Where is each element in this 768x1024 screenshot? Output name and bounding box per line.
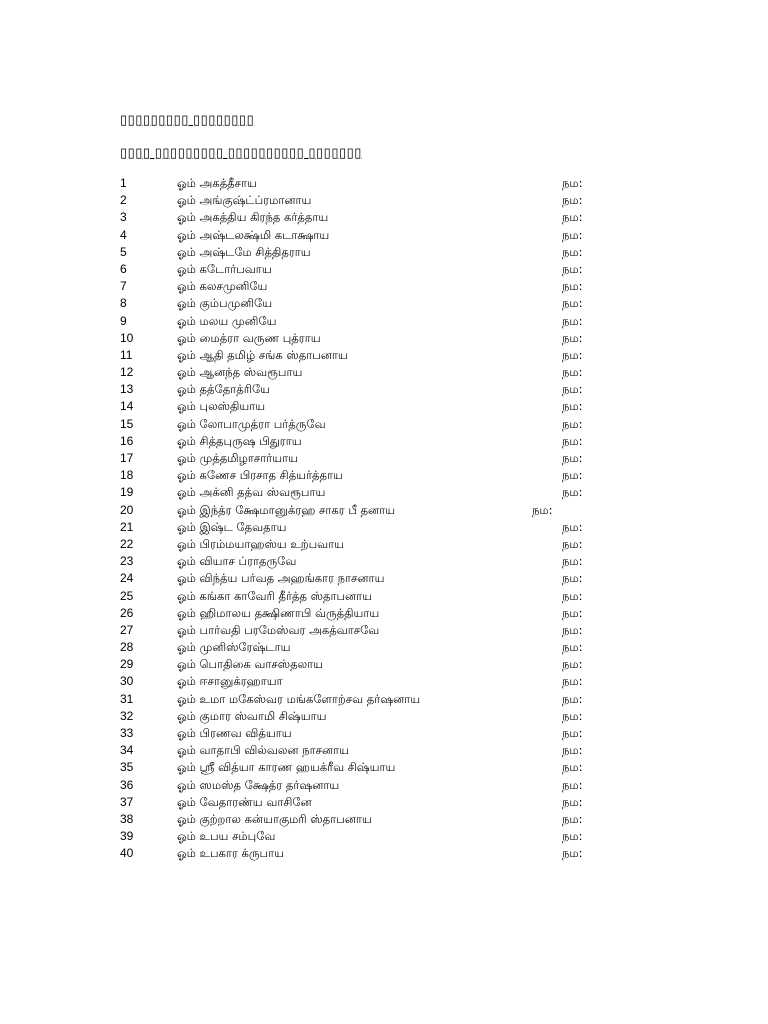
item-text: ஓம் ஆதி தமிழ் சங்க ஸ்தாபனாய [177, 347, 348, 362]
list-item [0, 708, 768, 725]
item-suffix: நம: [562, 536, 583, 551]
item-number: 2 [120, 193, 127, 208]
item-suffix: நம: [562, 296, 583, 311]
item-text: ஓம் உபகார க்ருபாய [177, 846, 284, 861]
item-number: 21 [120, 519, 134, 534]
list-item [0, 467, 768, 484]
item-text: ஓம் வியாச ப்ராதருவே [177, 554, 297, 569]
item-number: 1 [120, 176, 127, 190]
list-item [0, 553, 768, 570]
list-item [0, 484, 768, 501]
item-number: 11 [120, 347, 133, 362]
item-text: ஓம் அகத்திய கிரந்த கர்த்தாய [177, 210, 329, 225]
item-text: ஓம் உபய சம்புவே [177, 829, 276, 844]
item-suffix: நம: [562, 743, 583, 758]
item-suffix: நம: [562, 193, 583, 208]
item-number: 9 [120, 313, 127, 328]
list-item [0, 605, 768, 622]
item-number: 18 [120, 468, 134, 483]
item-suffix: நம: [562, 708, 583, 723]
item-text: ஓம் முனிஸ்ரேஷ்டாய [177, 640, 291, 655]
item-text: ஓம் அஷ்டமே சித்திதராய [177, 244, 311, 259]
item-number: 34 [120, 743, 134, 758]
item-suffix: நம: [562, 691, 583, 706]
item-text: ஓம் விந்த்ய பர்வத அஹங்கார நாசனாய [177, 571, 385, 586]
item-text: ஓம் கணேச பிரசாத சித்யர்த்தாய [177, 468, 343, 483]
item-number: 22 [120, 536, 134, 551]
item-number: 28 [120, 640, 134, 655]
item-suffix: நம: [562, 227, 583, 242]
list-item [0, 725, 768, 742]
item-number: 12 [120, 365, 134, 380]
item-text: ஓம் சித்தபுருஷ பிதுராய [177, 433, 302, 448]
item-text: ஓம் பொதிகை வாசஸ்தலாய [177, 657, 324, 672]
list-item [0, 330, 768, 347]
item-suffix: நம: [532, 502, 553, 517]
name-list [0, 175, 768, 863]
item-text: ஓம் லோபாமுத்ரா பர்த்ருவே [177, 416, 326, 431]
item-suffix: நம: [562, 451, 583, 465]
item-number: 8 [120, 296, 127, 311]
item-number: 16 [120, 433, 134, 448]
list-item [0, 398, 768, 415]
item-text: ஓம் ஸமஸ்த க்ஷேத்ர தர்ஷனாய [177, 777, 340, 792]
item-suffix: நம: [562, 811, 583, 826]
list-item [0, 622, 768, 639]
item-suffix: நம: [562, 210, 583, 225]
item-number: 31 [120, 691, 134, 706]
item-text: ஓம் இந்த்ர க்ஷேமானுக்ரஹ சாகர பீ தனாய [177, 502, 396, 517]
item-number: 29 [120, 657, 134, 672]
item-number: 32 [120, 708, 134, 723]
item-text: ஓம் கும்பமுனியே [177, 296, 273, 311]
item-text: ஓம் புலஸ்தியாய [177, 399, 266, 414]
item-number: 40 [120, 846, 134, 861]
list-item [0, 313, 768, 330]
item-number: 36 [120, 777, 134, 792]
list-item [0, 364, 768, 381]
list-item [0, 295, 768, 312]
item-suffix: நம: [562, 605, 583, 620]
list-item [0, 244, 768, 261]
item-suffix: நம: [562, 399, 583, 414]
item-text: ஓம் பார்வதி பரமேஸ்வர அகத்வாசவே [177, 622, 380, 637]
item-suffix: நம: [562, 846, 583, 861]
item-number: 33 [120, 726, 134, 740]
list-item [0, 519, 768, 536]
list-item [0, 209, 768, 226]
item-number: 3 [120, 210, 127, 225]
item-number: 30 [120, 674, 134, 689]
item-suffix: நம: [562, 519, 583, 534]
item-suffix: நம: [562, 347, 583, 362]
item-text: ஓம் தத்தோத்ரியே [177, 382, 270, 397]
item-suffix: நம: [562, 433, 583, 448]
list-item [0, 192, 768, 209]
item-text: ஓம் பிரம்மயாஹஸ்ய உற்பவாய [177, 536, 345, 551]
item-number: 35 [120, 760, 134, 775]
list-item [0, 742, 768, 759]
item-text: ஓம் அங்குஷ்ட்ப்ரமானாய [177, 193, 312, 208]
item-suffix: நம: [562, 794, 583, 809]
list-item [0, 433, 768, 450]
item-suffix: நம: [562, 468, 583, 483]
item-text: ஓம் அகத்தீசாய [177, 176, 257, 190]
item-number: 25 [120, 588, 134, 603]
list-item [0, 777, 768, 794]
item-number: 15 [120, 416, 134, 431]
item-text: ஓம் குமார ஸ்வாமி சிஷ்யாய [177, 708, 327, 723]
item-number: 4 [120, 227, 127, 242]
item-number: 14 [120, 399, 134, 414]
item-number: 13 [120, 382, 134, 397]
item-text: ஓம் அஷ்டலக்ஷ்மி கடாக்ஷாய [177, 227, 330, 242]
list-item [0, 381, 768, 398]
list-item [0, 261, 768, 278]
item-suffix: நம: [562, 622, 583, 637]
item-suffix: நம: [562, 382, 583, 397]
item-suffix: நம: [562, 726, 583, 740]
item-text: ஓம் வேதாரண்ய வாசினே [177, 794, 312, 809]
list-item [0, 794, 768, 811]
item-suffix: நம: [562, 674, 583, 689]
list-item [0, 828, 768, 845]
item-text: ஓம் ஹிமாலய தக்ஷிணாபி வ்ருத்தியாய [177, 605, 380, 620]
item-number: 6 [120, 261, 127, 276]
item-number: 17 [120, 451, 134, 465]
item-suffix: நம: [562, 244, 583, 259]
item-suffix: நம: [562, 588, 583, 603]
item-text: ஓம் மலய முனியே [177, 313, 277, 328]
item-suffix: நம: [562, 176, 583, 190]
item-number: 39 [120, 829, 134, 844]
item-suffix: நம: [562, 571, 583, 586]
item-number: 38 [120, 811, 134, 826]
item-text: ஓம் வாதாபி வில்வலன நாசனாய [177, 743, 349, 758]
list-item [0, 175, 768, 192]
item-text: ஓம் அக்னி தத்வ ஸ்வரூபாய [177, 485, 326, 500]
item-suffix: நம: [562, 485, 583, 500]
list-item [0, 845, 768, 862]
item-suffix: நம: [562, 279, 583, 294]
item-suffix: நம: [562, 829, 583, 844]
item-text: ஓம் ஈசானுக்ரஹாயா [177, 674, 283, 689]
item-suffix: நம: [562, 777, 583, 792]
item-suffix: நம: [562, 640, 583, 655]
item-suffix: நம: [562, 657, 583, 672]
list-item [0, 588, 768, 605]
item-number: 23 [120, 554, 134, 569]
item-text: ஓம் குற்றால கன்யாகுமரி ஸ்தாபனாய [177, 811, 372, 826]
item-number: 24 [120, 571, 134, 586]
list-item [0, 502, 768, 519]
item-number: 20 [120, 502, 134, 517]
item-text: ஓம் கடோர்பவாய [177, 261, 272, 276]
list-item [0, 416, 768, 433]
item-number: 27 [120, 622, 134, 637]
list-item [0, 450, 768, 467]
item-suffix: நம: [562, 554, 583, 569]
list-item [0, 227, 768, 244]
list-item [0, 656, 768, 673]
item-text: ஓம் ஸ்ரீ வித்யா காரண ஹயக்ரீவ சிஷ்யாய [177, 760, 396, 775]
item-suffix: நம: [562, 330, 583, 345]
list-item [0, 691, 768, 708]
list-item [0, 570, 768, 587]
item-suffix: நம: [562, 313, 583, 328]
item-text: ஓம் முத்தமிழாசார்யாய [177, 451, 299, 465]
list-item [0, 811, 768, 828]
list-item [0, 536, 768, 553]
list-item [0, 347, 768, 364]
item-number: 37 [120, 794, 134, 809]
item-text: ஓம் கலசமுனியே [177, 279, 268, 294]
item-text: ஓம் இஷ்ட தேவதாய [177, 519, 287, 534]
item-text: ஓம் ஆனந்த ஸ்வரூபாய [177, 365, 303, 380]
document-subtitle: ▯▯▯▯ ▯▯▯▯▯▯▯▯▯ ▯▯▯▯▯▯▯▯▯▯ ▯▯▯▯▯▯▯ [120, 145, 362, 160]
item-suffix: நம: [562, 416, 583, 431]
item-text: ஓம் மைத்ரா வருண புத்ராய [177, 330, 321, 345]
document-title: ▯▯▯▯▯▯▯▯▯ ▯▯▯▯▯▯▯▯ [120, 112, 255, 127]
item-suffix: நம: [562, 261, 583, 276]
item-text: ஓம் பிரணவ வித்யாய [177, 726, 292, 740]
list-item [0, 759, 768, 776]
item-suffix: நம: [562, 365, 583, 380]
item-number: 7 [120, 279, 127, 294]
item-text: ஓம் உமா மகேஸ்வர மங்களோற்சவ தர்ஷனாய [177, 691, 421, 706]
item-number: 5 [120, 244, 127, 259]
item-number: 26 [120, 605, 134, 620]
item-number: 10 [120, 330, 134, 345]
item-number: 19 [120, 485, 134, 500]
item-suffix: நம: [562, 760, 583, 775]
list-item [0, 639, 768, 656]
list-item [0, 278, 768, 295]
list-item [0, 673, 768, 690]
item-text: ஓம் கங்கா காவேரி தீர்த்த ஸ்தாபனாய [177, 588, 373, 603]
